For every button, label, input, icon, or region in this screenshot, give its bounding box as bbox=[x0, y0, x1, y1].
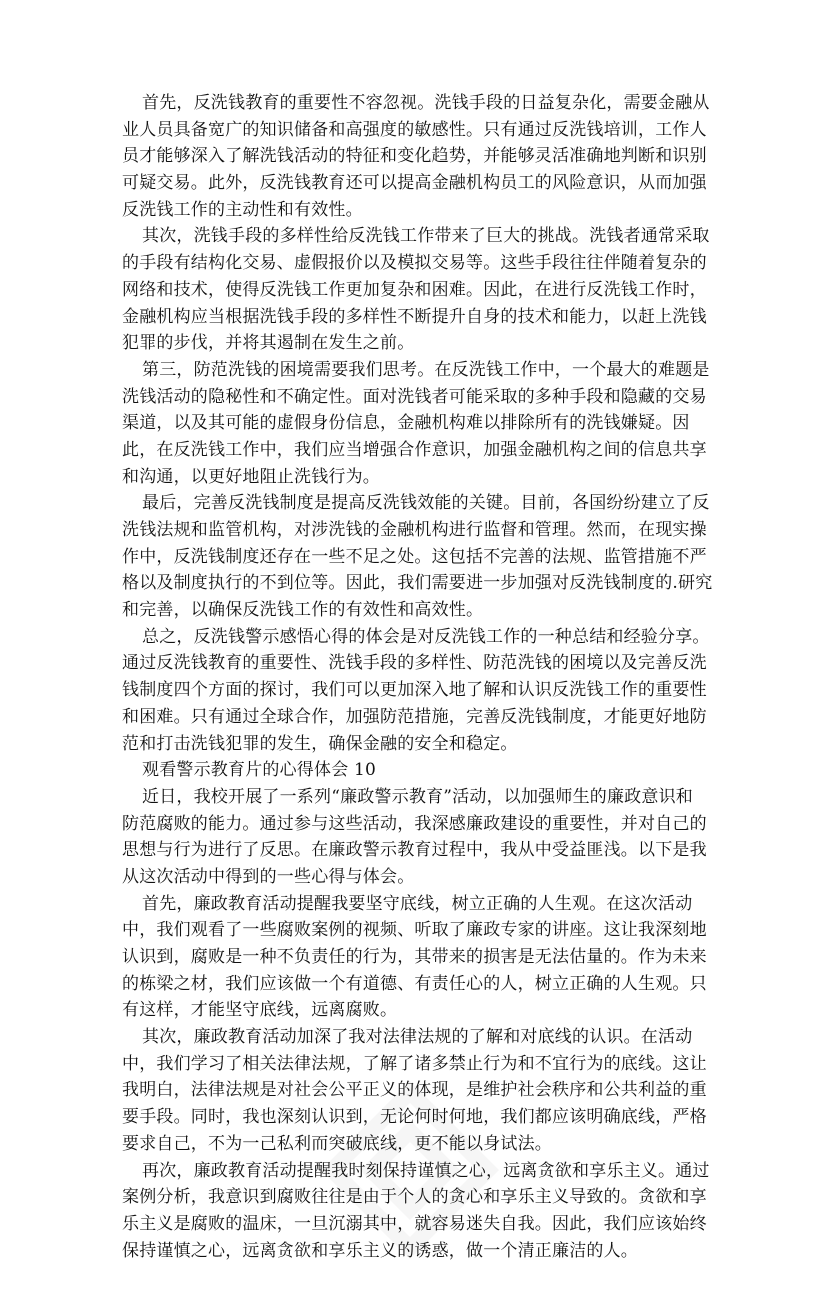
text-line: 有这样，才能坚守底线，远离腐败。 bbox=[122, 1000, 398, 1021]
text-line: 通过反洗钱教育的重要性、洗钱手段的多样性、防范洗钱的困境以及完善反洗 bbox=[122, 653, 707, 674]
text-line: 思想与行为进行了反思。在廉政警示教育过程中，我从中受益匪浅。以下是我 bbox=[122, 840, 707, 861]
text-line: 其次，廉政教育活动加深了我对法律法规的了解和对底线的认识。在活动 bbox=[142, 1027, 693, 1048]
text-line: 和完善，以确保反洗钱工作的有效性和高效性。 bbox=[122, 600, 484, 621]
text-line: 此，在反洗钱工作中，我们应当增强合作意识，加强金融机构之间的信息共享 bbox=[122, 439, 707, 460]
text-line: 渠道，以及其可能的虚假身份信息，金融机构难以排除所有的洗钱嫌疑。因 bbox=[122, 413, 690, 434]
text-line: 中，我们学习了相关法律法规，了解了诸多禁止行为和不宜行为的底线。这让 bbox=[122, 1053, 707, 1074]
text-line: 乐主义是腐败的温床，一旦沉溺其中，就容易迷失自我。因此，我们应该始终 bbox=[122, 1213, 707, 1234]
text-line: 近日，我校开展了一系列“廉政警示教育”活动，以加强师生的廉政意识和 bbox=[142, 786, 693, 807]
text-line: 可疑交易。此外，反洗钱教育还可以提高金融机构员工的风险意识，从而加强 bbox=[122, 173, 707, 194]
text-line: 范和打击洗钱犯罪的发生，确保金融的安全和稳定。 bbox=[122, 733, 518, 754]
text-line: 案例分析，我意识到腐败往往是由于个人的贪心和享乐主义导致的。贪欲和享 bbox=[122, 1187, 707, 1208]
text-line: 网络和技术，使得反洗钱工作更加复杂和困难。因此，在进行反洗钱工作时， bbox=[122, 279, 707, 300]
text-line: 首先，反洗钱教育的重要性不容忽视。洗钱手段的日益复杂化，需要金融从 bbox=[142, 93, 710, 113]
text-line: 第三，防范洗钱的困境需要我们思考。在反洗钱工作中，一个最大的难题是 bbox=[142, 359, 710, 380]
text-line: 中，我们观看了一些腐败案例的视频、听取了廉政专家的讲座。这让我深刻地 bbox=[122, 920, 707, 941]
text-line: 最后，完善反洗钱制度是提高反洗钱效能的关键。目前，各国纷纷建立了反 bbox=[142, 493, 710, 514]
text-line: 防范腐败的能力。通过参与这些活动，我深感廉政建设的重要性，并对自己的 bbox=[122, 813, 707, 834]
text-line: 洗钱法规和监管机构，对涉洗钱的金融机构进行监督和管理。然而，在现实操 bbox=[122, 520, 707, 540]
text-line: 我明白，法律法规是对社会公平正义的体现，是维护社会秩序和公共利益的重 bbox=[122, 1080, 707, 1101]
text-line: 洗钱活动的隐秘性和不确定性。面对洗钱者可能采取的多种手段和隐藏的交易 bbox=[122, 386, 707, 407]
text-line: 再次，廉政教育活动提醒我时刻保持谨慎之心，远离贪欲和享乐主义。通过 bbox=[142, 1160, 710, 1181]
text-line: 金融机构应当根据洗钱手段的多样性不断提升自身的技术和能力，以赶上洗钱 bbox=[122, 306, 707, 327]
text-line: 总之，反洗钱警示感悟心得的体会是对反洗钱工作的一种总结和经验分享。 bbox=[142, 626, 710, 647]
text-line: 认识到，腐败是一种不负责任的行为，其带来的损害是无法估量的。作为未来 bbox=[122, 947, 707, 967]
text-line: 要手段。同时，我也深刻认识到，无论何时何地，我们都应该明确底线，严格 bbox=[122, 1107, 707, 1128]
document-body bbox=[122, 90, 713, 1264]
text-line: 业人员具备宽广的知识储备和高强度的敏感性。只有通过反洗钱培训，工作人 bbox=[122, 119, 707, 140]
text-line: 作中，反洗钱制度还存在一些不足之处。这包括不完善的法规、监管措施不严 bbox=[122, 546, 707, 567]
text-line: 和沟通，以更好地阻止洗钱行为。 bbox=[122, 466, 380, 487]
text-line: 首先，廉政教育活动提醒我要坚守底线，树立正确的人生观。在这次活动 bbox=[142, 893, 693, 914]
text-line: 观看警示教育片的心得体会 10 bbox=[142, 760, 377, 781]
text-line: 保持谨慎之心，远离贪欲和享乐主义的诱惑，做一个清正廉洁的人。 bbox=[122, 1240, 638, 1261]
text-line: 的手段有结构化交易、虚假报价以及模拟交易等。这些手段往往伴随着复杂的 bbox=[122, 253, 707, 274]
text-line: 从这次活动中得到的一些心得与体会。 bbox=[122, 866, 415, 887]
text-line: 的栋梁之材，我们应该做一个有道德、有责任心的人，树立正确的人生观。只 bbox=[122, 973, 707, 994]
text-line: 格以及制度执行的不到位等。因此，我们需要进一步加强对反洗钱制度的.研究 bbox=[122, 573, 713, 594]
text-line: 其次，洗钱手段的多样性给反洗钱工作带来了巨大的挑战。洗钱者通常采取 bbox=[142, 226, 710, 247]
text-line: 犯罪的步伐，并将其遏制在发生之前。 bbox=[122, 333, 415, 354]
text-line: 和困难。只有通过全球合作，加强防范措施，完善反洗钱制度，才能更好地防 bbox=[122, 706, 707, 727]
text-line: 反洗钱工作的主动性和有效性。 bbox=[122, 199, 363, 220]
text-line: 钱制度四个方面的探讨，我们可以更加深入地了解和认识反洗钱工作的重要性 bbox=[122, 680, 707, 701]
text-line: 要求自己，不为一己私利而突破底线，更不能以身试法。 bbox=[122, 1133, 552, 1154]
text-line: 员才能够深入了解洗钱活动的特征和变化趋势，并能够灵活准确地判断和识别 bbox=[122, 146, 707, 167]
